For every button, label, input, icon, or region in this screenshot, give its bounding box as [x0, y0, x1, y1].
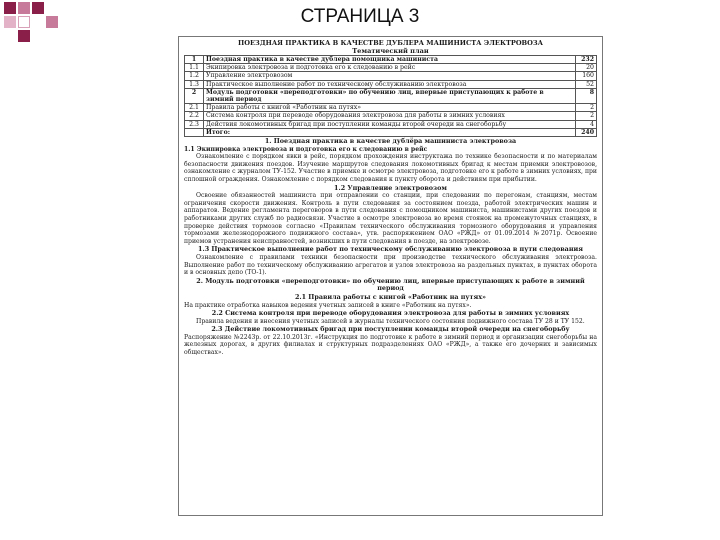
section-2-2-title: 2.2 Система контроля при переводе оборудования электровоза для работы в зимних условиях [211, 309, 570, 318]
plan-cell-hours: 2 [576, 112, 597, 120]
table-row [185, 120, 597, 128]
plan-cell-title: Итого: [204, 128, 576, 136]
table-row [185, 88, 597, 103]
section-2-1-text: На практике отработка навыков ведения учетных записей в книге «Работник на путях». [184, 301, 472, 309]
plan-cell-hours: 8 [576, 88, 597, 103]
plan-cell-num [185, 128, 204, 136]
document-scan [178, 36, 603, 516]
plan-cell-num: 1.2 [185, 72, 204, 80]
plan-cell-hours: 2 [576, 104, 597, 112]
plan-cell-hours: 232 [576, 56, 597, 64]
plan-cell-num: 2.3 [185, 120, 204, 128]
table-row [185, 72, 597, 80]
plan-cell-title: Модуль подготовки «переподготовки» по обучению лиц, впервые приступающих к работе в зимний период [204, 88, 576, 103]
plan-cell-num: 1.3 [185, 80, 204, 88]
plan-cell-hours: 20 [576, 64, 597, 72]
section-1-3-title: 1.3 Практическое выполнение работ по техническому обслуживанию электровоза в пути следования [198, 245, 583, 254]
page-title: СТРАНИЦА 3 [300, 6, 420, 27]
section-2-3-text: Распоряжение №2243р. от 22.10.2013г. «Инструкция по подготовке к работе в зимний период и организации снегоборьбы на железных дорогах, в других филиалах и структурных подразделениях ОАО «РЖД», а также его дочерних и зависимых обществах». [184, 333, 597, 357]
plan-cell-title: Система контроля при переводе оборудования электровоза для работы в зимних условиях [204, 112, 576, 120]
plan-cell-num: 2.1 [185, 104, 204, 112]
plan-cell-num: 2.2 [185, 112, 204, 120]
plan-cell-hours: 4 [576, 120, 597, 128]
section-1-1-title: 1.1 Экипировка электровоза и подготовка его к следованию в рейс [184, 145, 428, 153]
document-heading: ПОЕЗДНАЯ ПРАКТИКА В КАЧЕСТВЕ ДУБЛЕРА МАШИНИСТА ЭЛЕКТРОВОЗА [237, 39, 544, 47]
plan-cell-title: Управление электровозом [204, 72, 576, 80]
plan-subheading: Тематический план [352, 47, 429, 55]
section-1-2-text: Освоение обязанностей машиниста при отправлении со станции, при следовании по перегонам, станциям, местам ограничения скорости движения. Контроль в пути следования за состоянием поезда, работой электрических машин и аппаратов. Ведение регламента переговоров в пути следования с помощником машиниста, машинистами других поездов и работниками других служб по радиосвязи. Участие в осмотре электровоза во время стоянок на промежуточных станциях, в проверке действия тормозов согласно «Правилам технического обслуживания тормозного оборудования и управления тормозами железнодорожного подвижного состава», утв. распоряжением ОАО «РЖД» от 01.09.2014 №2071р. Освоение приемов устранения неисправностей, возникших в пути следования в поезде, на электровозе. [184, 192, 597, 245]
table-row [185, 64, 597, 72]
plan-cell-num: 2 [185, 88, 204, 103]
plan-cell-title: Практическое выполнение работ по техническому обслуживанию электровоза [204, 80, 576, 88]
section-2-title: 2. Модуль подготовки «переподготовки» по обучению лиц, впервые приступающих к работе в зимний период [196, 276, 585, 293]
section-1-2-title: 1.2 Управление электровозом [334, 183, 447, 192]
plan-table [184, 55, 597, 137]
table-row [185, 56, 597, 64]
plan-cell-num: 1 [185, 56, 204, 64]
section-1-title: 1. Поездная практика в качестве дублёра машиниста электровоза [264, 137, 517, 146]
plan-cell-num: 1.1 [185, 64, 204, 72]
table-row [185, 128, 597, 136]
section-1-3-text: Ознакомление с правилами техники безопасности при производстве технического обслуживания электровоза. Выполнение работ по техническому обслуживанию агрегатов и узлов электровоза на раздельных пунктах, в пунктах оборота и в основных депо (ТО-1). [184, 253, 597, 277]
table-row [185, 104, 597, 112]
plan-cell-title: Действия локомотивных бригад при поступлении команды второй очереди на снегоборьбу [204, 120, 576, 128]
table-row [185, 112, 597, 120]
plan-cell-title: Экипировка электровоза и подготовка его к следованию в рейс [204, 64, 576, 72]
plan-cell-title: Правила работы с книгой «Работник на путях» [204, 104, 576, 112]
table-row [185, 80, 597, 88]
plan-cell-hours: 240 [576, 128, 597, 136]
section-2-2-text: Правила ведения и внесения учетных записей в журналы технического состояния подвижного состава ТУ 28 и ТУ 152. [196, 317, 585, 325]
plan-cell-hours: 160 [576, 72, 597, 80]
section-1-1-text: Ознакомление с порядком явки в рейс, порядком прохождения инструктажа по технике безопасности и по материалам безопасности движения поездов. Изучение маршрутов следования локомотивных бригад к местам приемки электровозов, ознакомление с журналом ТУ-152. Участие в приемке и осмотре электровоза, подготовке его к работе в зимних условиях, при сплошной ограждения. Ознакомление с порядком следования к пункту оборота и действиям при прибытии. [184, 153, 597, 183]
section-2-3-title: 2.3 Действие локомотивных бригад при поступлении команды второй очереди на снегоборьбу [211, 325, 570, 334]
section-2-1-title: 2.1 Правила работы с книгой «Работник на путях» [294, 292, 487, 301]
plan-cell-title: Поездная практика в качестве дублера помощника машиниста [204, 56, 576, 64]
plan-cell-hours: 52 [576, 80, 597, 88]
decor-square [18, 30, 30, 42]
